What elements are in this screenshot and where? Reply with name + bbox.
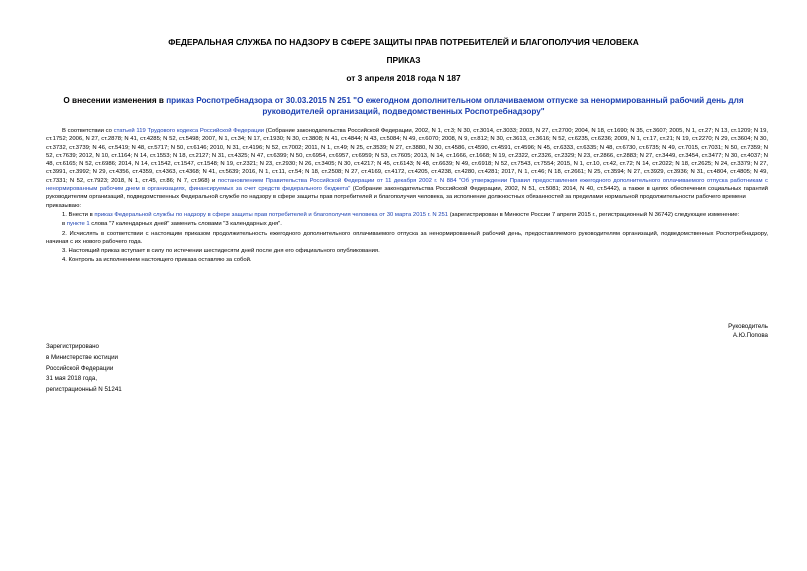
item-1-prefix: 1. Внести в xyxy=(62,211,95,218)
document-type: ПРИКАЗ xyxy=(386,55,421,65)
registration-block xyxy=(46,342,122,396)
item-1 xyxy=(46,211,768,219)
labor-code-link[interactable]: статьей 119 Трудового кодекса Российской Федерации xyxy=(113,128,265,134)
order-251-link[interactable]: приказ Федеральной службы по надзору в сфере защиты прав потребителей и благополучия человека от 30 марта 2015 г. N 251 xyxy=(94,211,449,218)
paragraph-1-link[interactable]: пункте 1 xyxy=(66,221,90,228)
item-1-suffix: (зарегистрирован в Минюсте России 7 апреля 2015 г., регистрационный N 36742) следующее изменение: xyxy=(448,211,740,218)
document-title xyxy=(60,96,747,117)
item-3: 3. Настоящий приказ вступает в силу по истечении шестидесяти дней после дня его официального опубликования. xyxy=(62,248,380,255)
item-1a-prefix: в xyxy=(62,221,67,228)
document-body xyxy=(46,127,768,265)
item-1-amendment xyxy=(46,220,768,228)
intro-text-2: (Собрание законодательства Российской Федерации, 2002, N 1, ст.3; N 30, ст.3014, ст.3033; 2003, N 27, ст.2700; 2004, N 18, ст.1690; N 35, ст.3607; 2005, N 1, ст.27; N 13, ст.1209; N 19, ст.1752; 2006, N 27, ст.2878; N 41, ст.4285; N 52, ст.5498; 2007, N 1, ст.34; N 17, ст.1930; N 30, ст.3808; N 41, ст.4844; N 43, ст.5084; N 49, ст.6070; 2008, N 9, ст.812; N 30, ст.3613, ст.3616; N 52, ст.6235, ст.6236; 2009, N 1, ст.17, ст.21; N 19, ст.2270; N 29, ст.3604; N 30, ст.3732, ст.3739; N 46, ст.5419; N 48, ст.5717; N 50, ст.6146; 2010, N 31, ст.4196; N 52, ст.7002; 2011, N 1, ст.49; N 25, ст.3539; N 27, ст.3880, N 30, ст.4586, ст.4590, ст.4591, ст.4596; N 45, ст.6333, ст.6335; N 48, ст.6730, ст.6735; N 49, ст.7015, ст.7031; N 50, ст.7359; N 52, ст.7639; 2012, N 10, ст.1164; N 14, ст.1553; N 18, ст.2127; N 31, ст.4325; N 47, ст.6399; N 50, ст.6954, ст.6957, ст.6959; N 53, ст.7605; 2013, N 14, ст.1666, ст.1668; N 19, ст.2322, ст.2326, ст.2329; N 23, ст.2866, ст.2883; N 27, ст.3449, ст.3454, ст.3477; N 30, ст.4037; N 48, ст.6165; N 52, ст.6986; 2014, N 14, ст.1542, ст.1547, ст.1548; N 19, ст.2321; N 23, ст.2930; N 26, ст.3405; N 30, ст.4217; N 45, ст.6143; N 48, ст.6639; N 49, ст.6918; N 52, ст.7543, ст.7554; 2015, N 1, ст.10, ст.42, ст.72; N 14, ст.2022; N 18, ст.2625; N 24, ст.3379; N 27, ст.3991, ст.3992; N 29, ст.4356, ст.4359, ст.4363, ст.4368; N 41, ст.5639; 2016, N 1, ст.11, ст.54; N 18, ст.2508; N 27, ст.4169, ст.4172, ст.4205, ст.4238, ст.4280, ст.4281; 2017, N 1, ст.46; N 18, ст.2661; N 25, ст.3594; N 27, ст.3929, ст.3936; N 31, ст.4804, ст.4805; N 49, ст.7331; N 52, ст.7923; 2018, N 1, ст.45, ст.86; N 7, ст.968) и xyxy=(46,128,768,184)
registration-line-2: в Министерстве юстиции xyxy=(46,353,119,361)
document-date-number: от 3 апреля 2018 года N 187 xyxy=(346,73,461,83)
agency-heading: ФЕДЕРАЛЬНАЯ СЛУЖБА ПО НАДЗОРУ В СФЕРЕ ЗАЩИТЫ ПРАВ ПОТРЕБИТЕЛЕЙ И БЛАГОПОЛУЧИЯ ЧЕЛОВЕКА xyxy=(168,37,639,47)
signatory-position: Руководитель xyxy=(728,323,768,330)
registration-line-3: Российской Федерации xyxy=(46,364,114,372)
item-2: 2. Исчислять в соответствии с настоящим приказом продолжительность ежегодного дополнительного оплачиваемого отпуска за ненормированный рабочий день, предоставляемого руководителям организаций, подведомственных Роспотребнадзору, начиная с их нового рабочего года. xyxy=(46,230,768,245)
title-prefix: О внесении изменения в xyxy=(63,96,167,105)
item-1a-suffix: слова "7 календарных дней" заменить словами "3 календарных дня". xyxy=(89,221,282,228)
signatory-name: А.Ю.Попова xyxy=(732,332,768,339)
title-order-link[interactable]: приказ Роспотребнадзора от 30.03.2015 N 251 "О ежегодном дополнительном оплачиваемом отпуске за ненормированный рабочий день для руководителей организаций, подведомственных Роспотребнадзору" xyxy=(166,96,744,116)
intro-text-1: В соответствии со xyxy=(62,128,114,134)
registration-line-1: Зарегистрировано xyxy=(46,343,99,350)
registration-line-5: регистрационный N 51241 xyxy=(46,386,122,394)
registration-line-4: 31 мая 2018 года, xyxy=(46,375,98,383)
signature-block xyxy=(728,322,768,340)
government-decree-link[interactable]: постановлением Правительства Российской Федерации от 11 декабря 2002 г. N 884 "Об утверждении Правил предоставления ежегодного дополнительного оплачиваемого отпуска работникам с ненормированным рабочим днем в организациях, финансируемых за счет средств федерального бюджета" xyxy=(46,177,768,193)
order-word: приказываю: xyxy=(46,202,82,209)
intro-paragraph xyxy=(46,127,768,202)
intro-text-3: (Собрание законодательства Российской Федерации, 2002, N 51, ст.5081; 2014, N 40, ст.5442), а также в целях обеспечения социальных гарантий руководителям организаций, подведомственных Федеральной службе по надзору в сфере защиты прав потребителей и благополучия человека, за исполнение должностных обязанностей за пределами нормальной продолжительности рабочего времени xyxy=(46,186,768,201)
item-4: 4. Контроль за исполнением настоящего приказа оставляю за собой. xyxy=(62,257,252,264)
